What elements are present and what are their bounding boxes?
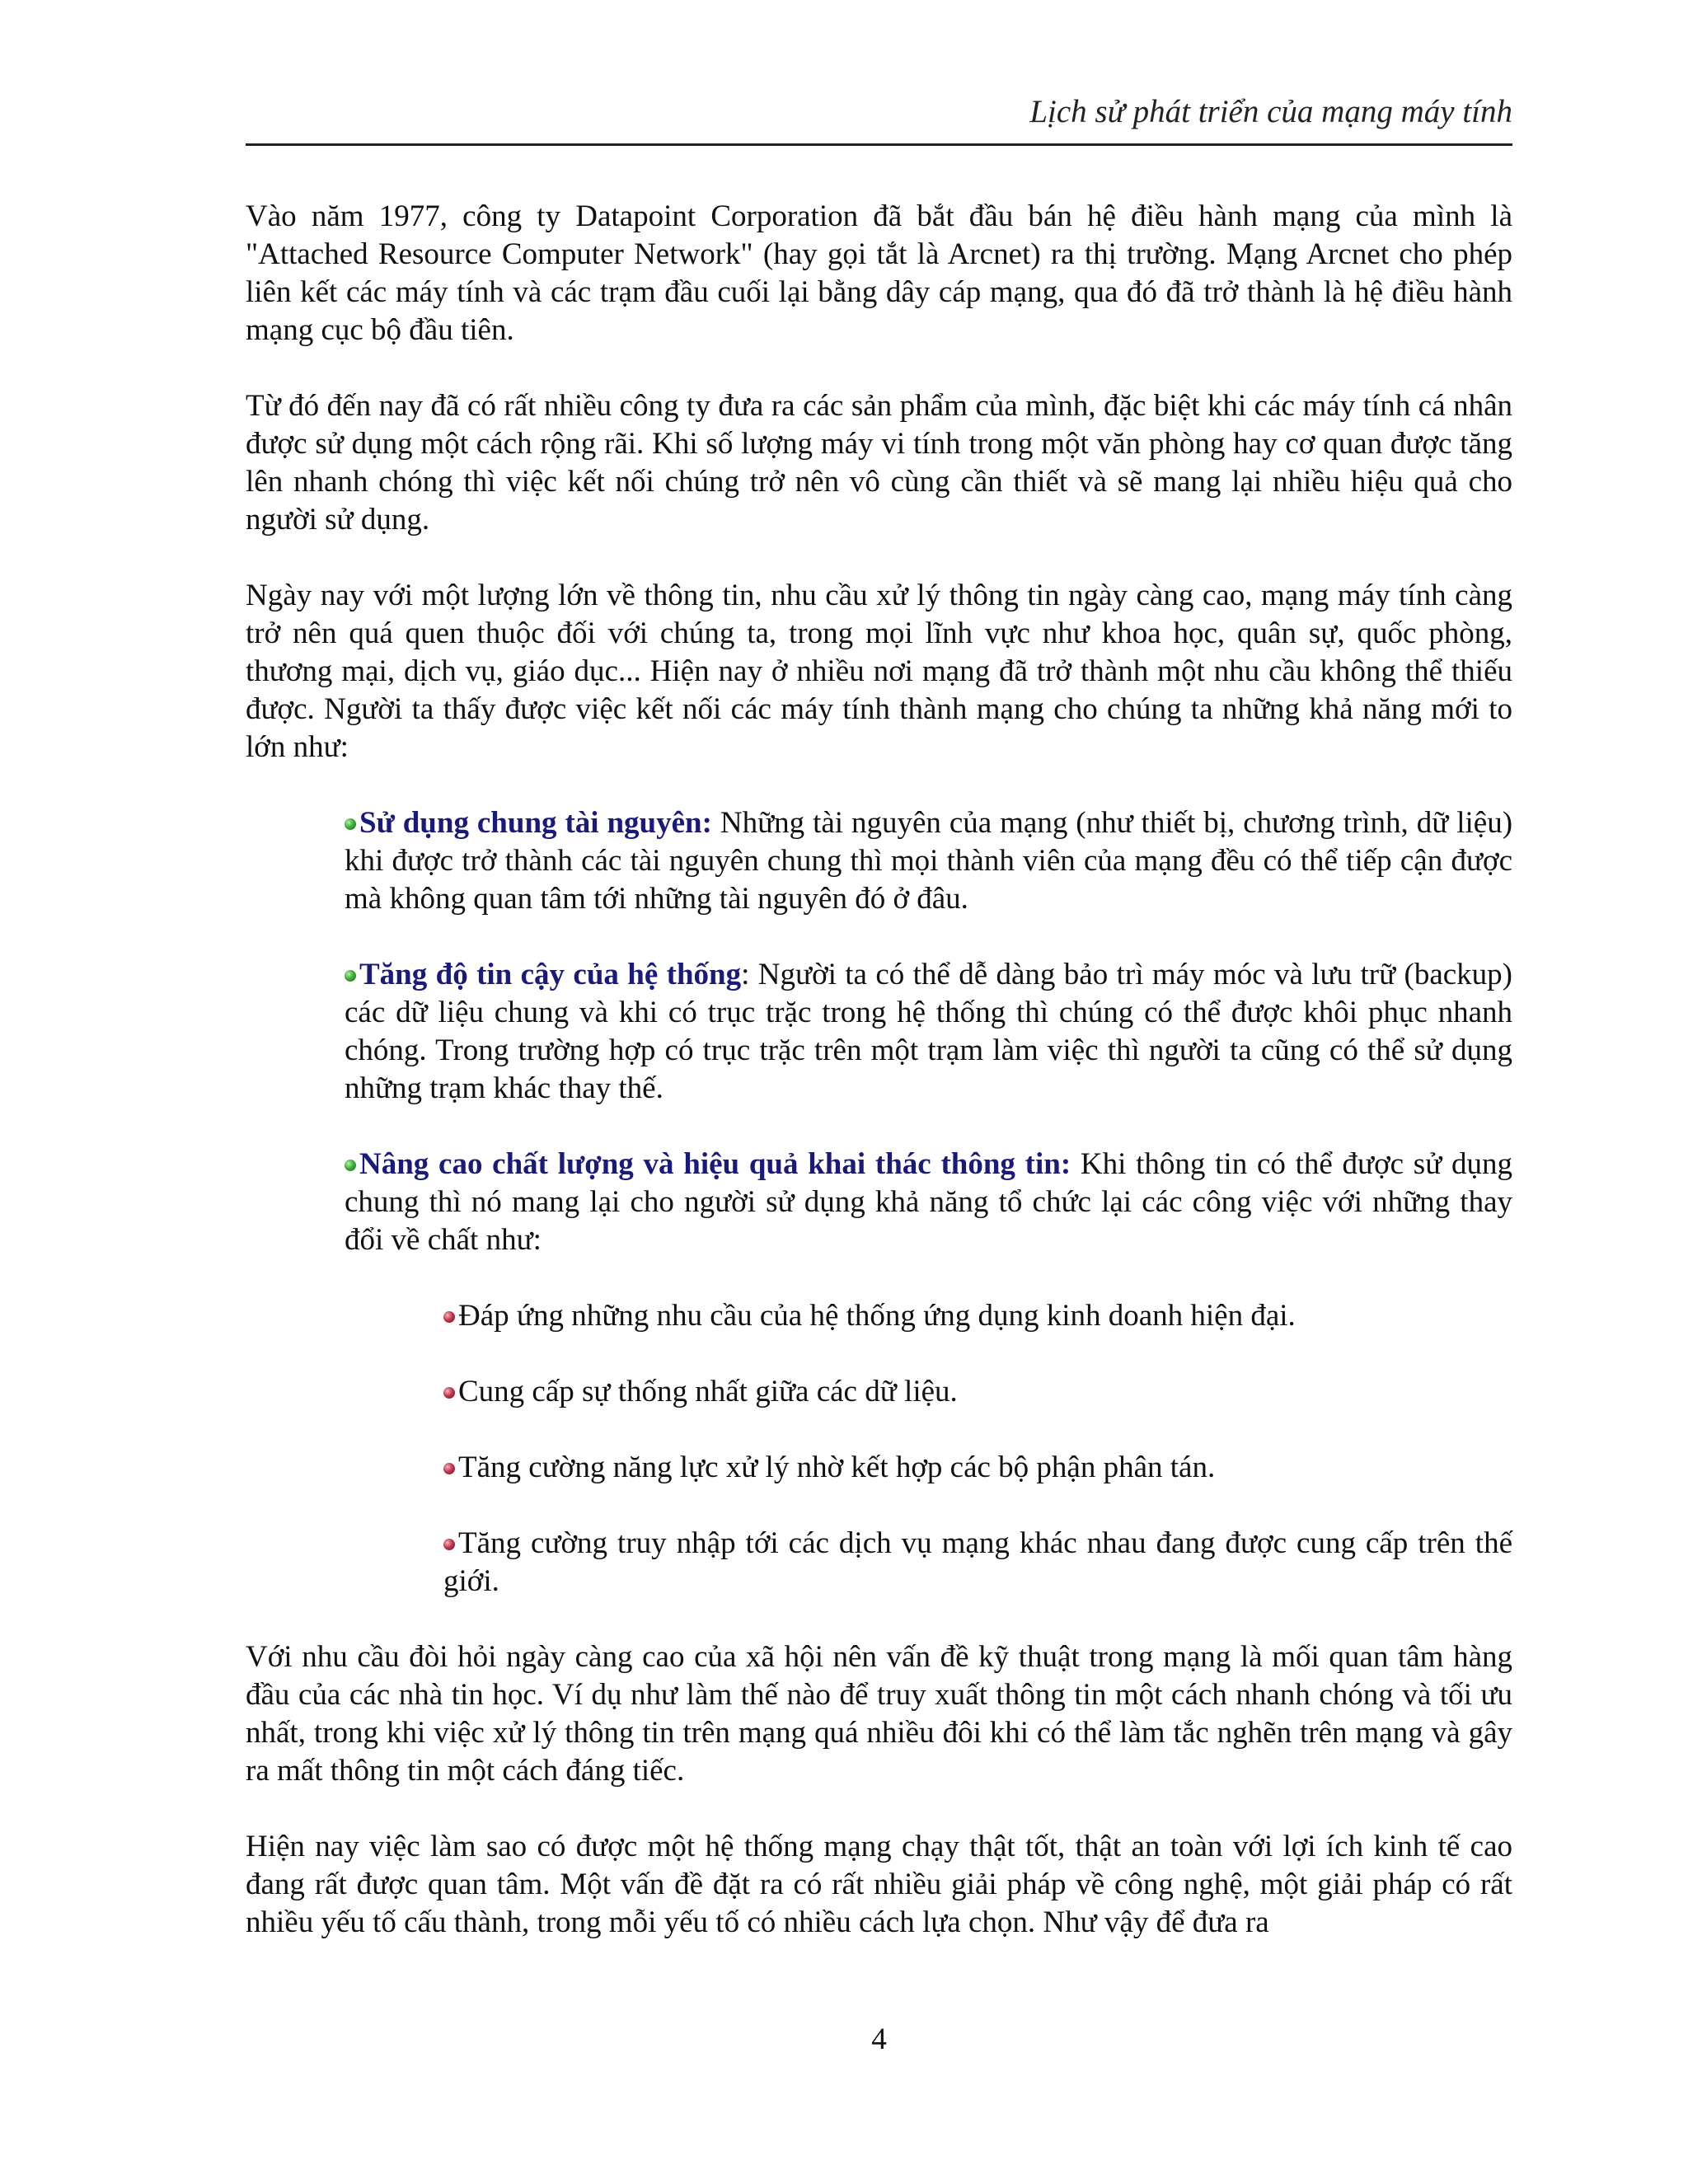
sub-bullet-text: Tăng cường truy nhập tới các dịch vụ mạng khác nhau đang được cung cấp trên thế giới. (443, 1526, 1512, 1598)
red-bullet-icon (443, 1539, 455, 1550)
paragraph: Hiện nay việc làm sao có được một hệ thống mạng chạy thật tốt, thật an toàn với lợi ích kinh tế cao đang rất được quan tâm. Một vấn đề đặt ra có rất nhiều giải pháp về công nghệ, một giải pháp có rất nhiều yếu tố cấu thành, trong mỗi yếu tố có nhiều cách lựa chọn. Như vậy để đưa ra (246, 1830, 1512, 1939)
bullet-title: Nâng cao chất lượng và hiệu quả khai thác thông tin: (359, 1147, 1071, 1181)
red-bullet-icon (443, 1387, 455, 1399)
sub-bullet-item (443, 1373, 1512, 1411)
bullet-item (345, 956, 1512, 1108)
bullet-text: Khi thông tin có thể được sử dụng chung thì nó mang lại cho người sử dụng khả năng tổ chức lại các công việc với những thay đổi về chất như: (345, 1147, 1512, 1257)
paragraph: Từ đó đến nay đã có rất nhiều công ty đưa ra các sản phẩm của mình, đặc biệt khi các máy tính cá nhân được sử dụng một cách rộng rãi. Khi số lượng máy vi tính trong một văn phòng hay cơ quan được tăng lên nhanh chóng thì việc kết nối chúng trở nên vô cùng cần thiết và sẽ mang lại nhiều hiệu quả cho người sử dụng. (246, 389, 1512, 537)
green-bullet-icon (345, 970, 356, 982)
sub-bullet-text: Cung cấp sự thống nhất giữa các dữ liệu. (458, 1375, 958, 1408)
paragraph: Ngày nay với một lượng lớn về thông tin, nhu cầu xử lý thông tin ngày càng cao, mạng máy tính càng trở nên quá quen thuộc đối với chúng ta, trong mọi lĩnh vực như khoa học, quân sự, quốc phòng, thương mại, dịch vụ, giáo dục... Hiện nay ở nhiều nơi mạng đã trở thành một nhu cầu không thể thiếu được. Người ta thấy được việc kết nối các máy tính thành mạng cho chúng ta những khả năng mới to lớn như: (246, 579, 1512, 764)
bullet-item (345, 1146, 1512, 1259)
bullet-text: Những tài nguyên của mạng (như thiết bị, chương trình, dữ liệu) khi được trở thành các tài nguyên chung thì mọi thành viên của mạng đều có thể tiếp cận được mà không quan tâm tới những tài nguyên đó ở đâu. (345, 806, 1513, 916)
red-bullet-icon (443, 1311, 455, 1323)
green-bullet-icon (345, 818, 356, 830)
sub-bullet-item (443, 1449, 1512, 1487)
green-bullet-icon (345, 1160, 356, 1171)
red-bullet-icon (443, 1463, 455, 1474)
sub-bullet-text: Tăng cường năng lực xử lý nhờ kết hợp các bộ phận phân tán. (458, 1451, 1216, 1484)
bullet-item (345, 804, 1512, 918)
bullet-text: : Người ta có thể dễ dàng bảo trì máy móc và lưu trữ (backup) các dữ liệu chung và khi có trục trặc trong hệ thống thì chúng có thể được khôi phục nhanh chóng. Trong trường hợp có trục trặc trên một trạm làm việc thì người ta cũng có thể sử dụng những trạm khác thay thế. (345, 958, 1512, 1105)
bullet-title: Tăng độ tin cậy của hệ thống (359, 958, 742, 991)
header-rule (246, 143, 1512, 146)
sub-bullet-item (443, 1297, 1512, 1335)
bullet-title: Sử dụng chung tài nguyên: (359, 806, 712, 840)
sub-bullet-text: Đáp ứng những nhu cầu của hệ thống ứng dụng kinh doanh hiện đại. (458, 1299, 1296, 1333)
paragraph: Với nhu cầu đòi hỏi ngày càng cao của xã hội nên vấn đề kỹ thuật trong mạng là mối quan tâm hàng đầu của các nhà tin học. Ví dụ như làm thế nào để truy xuất thông tin một cách nhanh chóng và tối ưu nhất, trong khi việc xử lý thông tin trên mạng quá nhiều đôi khi có thể làm tắc nghẽn trên mạng và gây ra mất thông tin một cách đáng tiếc. (246, 1640, 1512, 1788)
paragraph: Vào năm 1977, công ty Datapoint Corporation đã bắt đầu bán hệ điều hành mạng của mình là "Attached Resource Computer Network" (hay gọi tắt là Arcnet) ra thị trường. Mạng Arcnet cho phép liên kết các máy tính và các trạm đầu cuối lại bằng dây cáp mạng, qua đó đã trở thành là hệ điều hành mạng cục bộ đầu tiên. (246, 199, 1512, 347)
sub-bullet-item (443, 1525, 1512, 1601)
document-body (246, 198, 1512, 1980)
page-number: 4 (871, 2022, 887, 2056)
running-header: Lịch sử phát triển của mạng máy tính (1029, 94, 1512, 129)
